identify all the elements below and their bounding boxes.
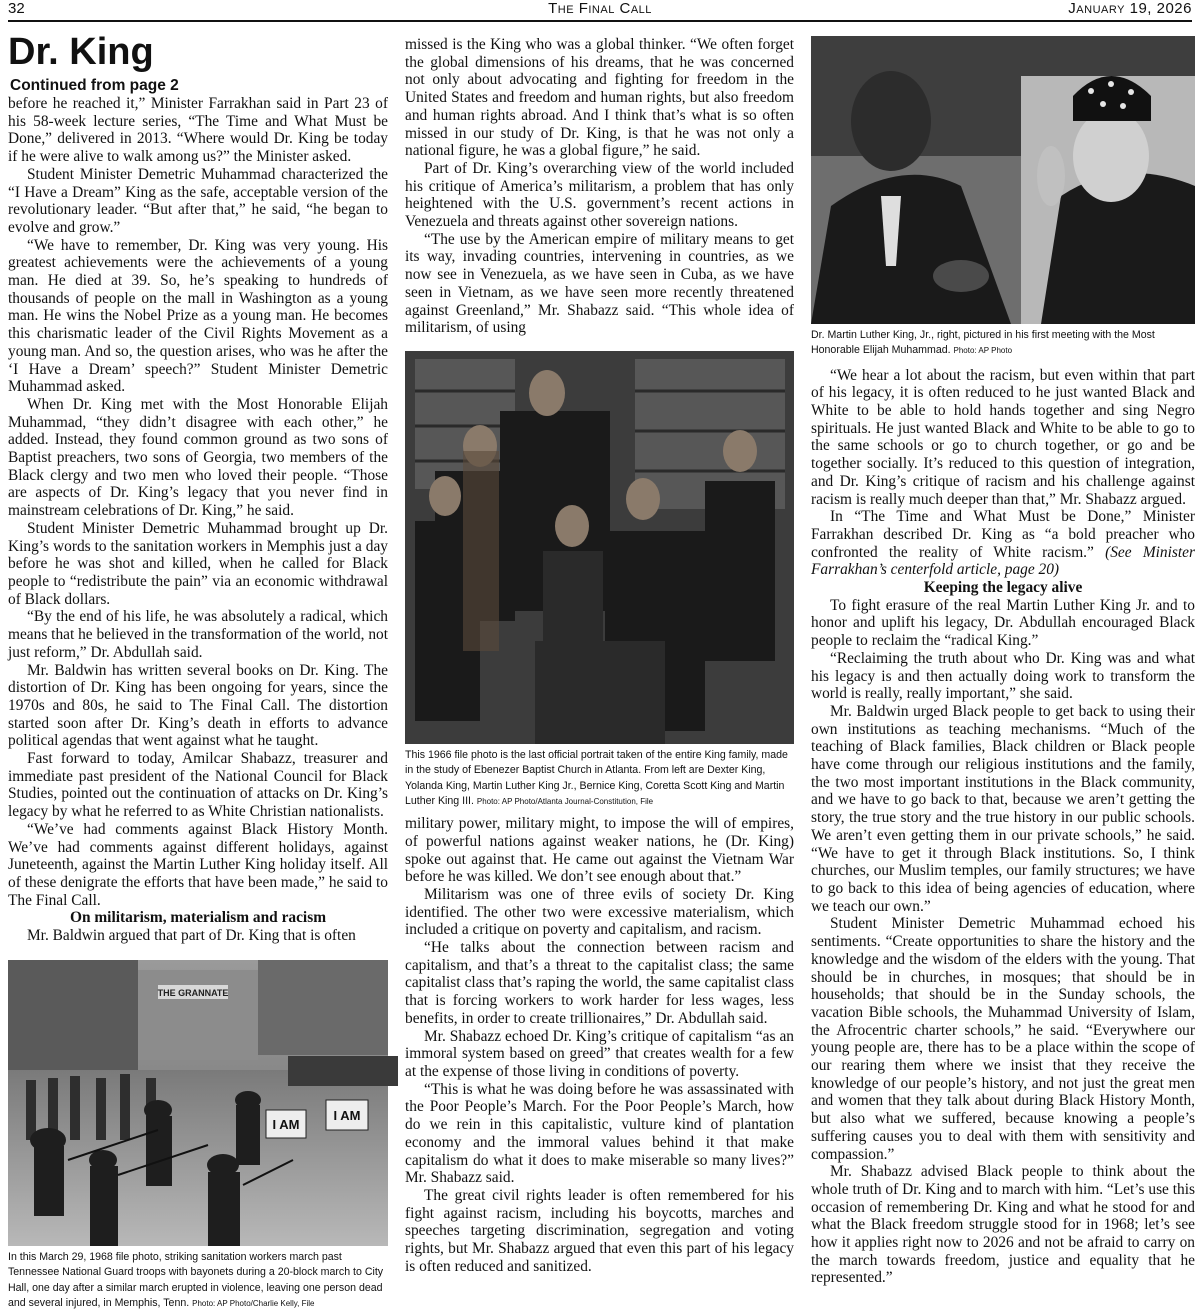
paragraph: Mr. Baldwin argued that part of Dr. King that is often (27, 927, 356, 945)
king-family-figure (405, 351, 794, 809)
paragraph: Student Minister Demetric Muhammad brought up Dr. King’s words to the sanitation workers in Memphis just a day before he was shot and killed, when he called for Black people to “redistribute the pain” via an economic withdrawal of Black dollars. (8, 519, 388, 608)
paragraph: “We hear a lot about the racism, but even within that part of his legacy, it is often reduced to he just wanted Black and White to be able to hold hands together and sing Negro spirituals. He just wanted Black and White to be able to go to the same schools or go to church together, or go and be together socially. It’s reduced to this question of integration, and Dr. King’s critique of racism and his challenge against racism is really much deeper than that,” Mr. Shabazz argued. (811, 366, 1195, 508)
paragraph: “By the end of his life, he was absolutely a radical, which means that he believed in the transformation of the world, not just reform,” Dr. Abdullah said. (8, 608, 388, 661)
paragraph: Part of Dr. King’s overarching view of the world included his critique of America’s militarism, a problem that has only heightened with the U.S. government’s recent actions in Venezuela and threats against other sovereign nations. (405, 159, 794, 231)
paragraph: “Reclaiming the truth about who Dr. King was and what his legacy is and then actually doing work to transform the world is really, really important,” she said. (811, 649, 1195, 703)
memphis-march-photo (8, 960, 388, 1246)
centerfold-reference: (See Minister Farrakhan’s centerfold article, page 20) (811, 543, 1195, 579)
issue-date: January 19, 2026 (1068, 0, 1192, 17)
caption-text: This 1966 file photo is the last official portrait taken of the entire King family, made in the study of Ebenezer Baptist Church in Atlanta. From left are Dexter King, Yolanda King, Martin Luther King Jr., Bernice King, Coretta Scott King and Martin Luther King III. (405, 748, 788, 807)
section-subhead: On militarism, materialism and racism (69, 909, 327, 927)
paragraph: Fast forward to today, Amilcar Shabazz, treasurer and immediate past president of the National Council for Black Studies, pointed out the continuation of attacks on Dr. King’s legacy by what he referred to as White Christian nationalists. (8, 750, 388, 821)
paragraph: The great civil rights leader is often remembered for his fight against racism, including his boycotts, marches and speeches targeting discrimination, segregation and voting rights, but Mr. Shabazz argued that even this part of his legacy is often reduced and sanitized. (405, 1186, 794, 1275)
column-2 (405, 36, 794, 1298)
storefront-sign-text: THE GRANNATE (157, 988, 229, 998)
caption-text: Dr. Martin Luther King, Jr., right, pictured in his first meeting with the Most Honorable Elijah Muhammad. (811, 329, 1155, 357)
continued-from-line: Continued from page 2 (10, 77, 179, 94)
paragraph: “We’ve had comments against Black History Month. We’ve had comments against different holidays, against Juneteenth, against the Martin Luther King holiday itself. All of these denigrate the efforts that have been made,” he said to The Final Call. (8, 820, 388, 909)
page-number: 32 (8, 0, 25, 17)
photo-credit: Photo: AP Photo/Atlanta Journal-Constitution, File (476, 795, 654, 806)
photo-credit: Photo: AP Photo (953, 345, 1013, 356)
paragraph: Mr. Shabazz echoed Dr. King’s critique of capitalism “as an immoral system based on greed” that creates wealth for a few at the expense of those living in conditions of poverty. (405, 1027, 794, 1080)
paragraph: Student Minister Demetric Muhammad echoed his sentiments. “Create opportunities to share the history and the knowledge and the wisdom of the elders with the young. That should be in churches, in mosques; that should be in households; that should be in the Sunday schools, the vacation Bible schools, the Muhammad University of Islam, the Afrocentric charter schools,” he said. “Everywhere our young people are, there has to be a place within the scope of our rearing them where we insist that they receive the knowledge of our people’s history, and not just the great men and women that they talk about during Black History Month, but also what we suffered, because knowing a people’s suffering causes you to deal with them with sensitivity and compassion.” (811, 915, 1195, 1163)
paragraph: before he reached it,” Minister Farrakhan said in Part 23 of his 58-week lecture series, “The Time and What Must be Done,” delivered in 2013. “Where would Dr. King be today if he were alive to walk among us?” the Minister asked. (8, 95, 388, 166)
king-muhammad-photo (811, 36, 1195, 324)
paragraph: “This is what he was doing before he was assassinated with the Poor People’s March. For the Poor People’s March, how do we rein in this capitalistic, vulture kind of plantation economy and the immoral values behind it that make capitalism do what it does to make miserable so many lives?” Mr. Shabazz said. (405, 1080, 794, 1187)
paragraph: “We have to remember, Dr. King was very young. His greatest achievements were the achievements of a young man. He died at 39. So, he’s speaking to hundreds of thousands of people on the mall in Washington as a young man. He wins the Nobel Prize as a young man. He becomes this charismatic leader of the Civil Rights Movement as a young man. And so, the question arises, who was he after the ‘I Have a Dream’ speech?” Student Minister Demetric Muhammad asked. (8, 236, 388, 396)
paragraph: Mr. Shabazz advised Black people to think about the whole truth of Dr. King and to march with him. “Let’s use this occasion of remembering Dr. King and what he stood for and what the Black freedom struggle stood for in 1968; let’s see how it applies right now to 2026 and not be afraid to carry on the march towards freedom, justice and equality that he represented.” (811, 1163, 1195, 1287)
memphis-photo-caption (8, 1250, 386, 1311)
column-1 (8, 30, 388, 1309)
section-subhead: Keeping the legacy alive (923, 579, 1083, 597)
paragraph: military power, military might, to impose the will of empires, of powerful nations against weaker nations, he (Dr. King) spoke out against that. He came out against the Vietnam War before he was killed. We don’t see enough about that.” (405, 815, 794, 886)
paragraph: Mr. Baldwin urged Black people to get back to using their own institutions as teaching mechanisms. “Much of the teaching of Black families, Black children or Black people have come through our religious institutions and the family, the two most important institutions in the Black community, and we have to go back to that, because we aren’t getting the story, the true story and the true history in our public schools. We aren’t even getting them in our private schools,” he said. “We have to get it through Black institutions. So, I think churches, our Muslim temples, our family structures; we have to go back to this idea of being agencies of education, where we teach our own.” (811, 702, 1195, 915)
paragraph: “The use by the American empire of military means to get its way, invading countries, intervening in countries, as we now see in Venezuela, as we have seen in Cuba, as we have seen in Vietnam, as we have seen more recently threatened against Greenland,” Mr. Shabazz said. “This whole idea of militarism, of using (405, 230, 794, 337)
farrakhan-quote: In “The Time and What Must be Done,” Minister Farrakhan described Dr. King as “a bold preacher who confronted the reality of White racism.” (811, 508, 1195, 561)
paragraph: When Dr. King met with the Most Honorable Elijah Muhammad, “they didn’t disagree with each other,” he added. Instead, they found common ground as two sons of Baptist preachers, two sons of Georgia, two members of the Black clergy and two men who loved their people. “Those are aspects of Dr. King’s legacy that you never find in mainstream celebrations of Dr. King,” he said. (8, 395, 388, 520)
paragraph: Mr. Baldwin has written several books on Dr. King. The distortion of Dr. King has been ongoing for years, since the 1970s and 80s, he said to The Final Call. The distortion started soon after Dr. King’s death in efforts to advance political agendas that went against what he taught. (8, 661, 388, 750)
publication-name: The Final Call (548, 0, 652, 17)
paragraph: Militarism was one of three evils of society Dr. King identified. The other two were excessive materialism, which included a critique on poverty and capitalism, and racism. (405, 885, 794, 939)
king-muhammad-figure (811, 36, 1195, 359)
king-family-caption (405, 748, 792, 809)
paragraph: “He talks about the connection between racism and capitalism, and that’s a threat to the capitalist class; the same capitalist class that’s raping the world, the same capitalist class that is forcing workers to work harder for less wages, less benefits, in order to create trillionaires,” Dr. Abdullah said. (405, 939, 794, 1027)
paragraph (811, 508, 1195, 579)
paragraph: missed is the King who was a global thinker. “We often forget the global dimensions of his dreams, that he was concerned not only about advocating and fighting for freedom in the United States and freedom and human rights, but also freedom and human rights abroad. And I think that’s what is so often missed in our study of Dr. King, is that he was not only a national figure, he was a global figure,” he said. (405, 36, 794, 160)
page-folio (8, 0, 1192, 22)
king-muhammad-caption (811, 328, 1193, 359)
column-3 (811, 36, 1195, 1298)
photo-credit: Photo: AP Photo/Charlie Kelly, File (192, 1297, 315, 1308)
caption-text: In this March 29, 1968 file photo, striking sanitation workers march past Tennessee National Guard troops with bayonets during a 20-block march to City Hall, one day after a similar march erupted in violence, leaving one person dead and several injured, in Memphis, Tenn. (8, 1251, 384, 1309)
protest-sign-text: I AM (333, 1108, 361, 1123)
memphis-march-figure (8, 960, 388, 1311)
protest-sign-text: I AM (272, 1117, 300, 1132)
article-headline: Dr. King (8, 31, 154, 73)
king-family-photo (405, 351, 794, 744)
paragraph: To fight erasure of the real Martin Luther King Jr. and to honor and uplift his legacy, Dr. Abdullah encouraged Black people to reclaim the “radical King.” (811, 596, 1195, 650)
paragraph: Student Minister Demetric Muhammad characterized the “I Have a Dream” King as the safe, acceptable version of the revolutionary leader. “But after that,” he said, “he began to evolve and grow.” (8, 165, 388, 236)
